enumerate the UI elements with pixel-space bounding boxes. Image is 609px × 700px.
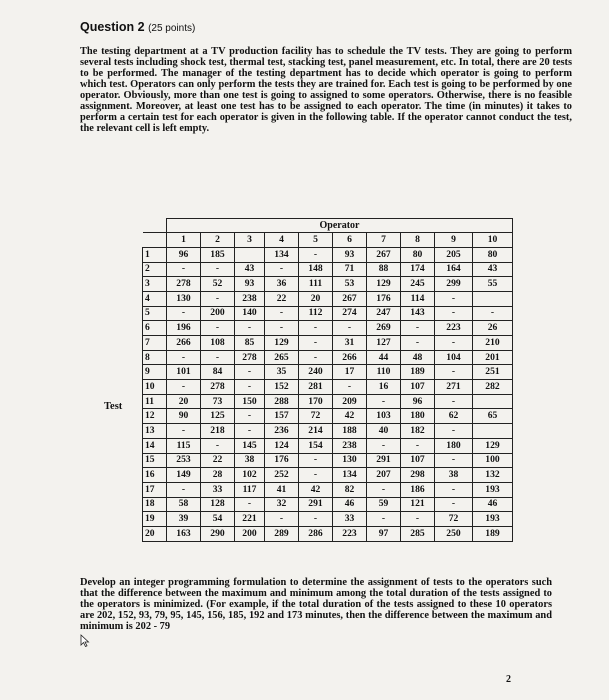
- table-cell: 223: [435, 321, 473, 336]
- table-row: [143, 247, 513, 262]
- table-cell: -: [167, 424, 201, 439]
- table-cell: 221: [235, 512, 265, 527]
- table-cell: 38: [435, 468, 473, 483]
- table-row: [143, 424, 513, 439]
- table-cell: 278: [201, 380, 235, 395]
- table-cell: 82: [333, 482, 367, 497]
- table-cell: 274: [333, 306, 367, 321]
- table-cell: 164: [435, 262, 473, 277]
- table-cell: -: [235, 409, 265, 424]
- row-number: 10: [143, 380, 167, 395]
- table-cell: -: [167, 306, 201, 321]
- table-cell: 207: [367, 468, 401, 483]
- table-cell: 282: [473, 380, 513, 395]
- table-cell: 93: [235, 277, 265, 292]
- row-number: 13: [143, 424, 167, 439]
- table-row: [143, 365, 513, 380]
- row-number: 8: [143, 350, 167, 365]
- table-cell: 100: [473, 453, 513, 468]
- table-cell: 112: [299, 306, 333, 321]
- table-row: [143, 262, 513, 277]
- table-cell: 110: [367, 365, 401, 380]
- table-cell: 132: [473, 468, 513, 483]
- table-cell: -: [167, 380, 201, 395]
- table-cell: -: [265, 306, 299, 321]
- table-row: [143, 394, 513, 409]
- table-cell: -: [401, 336, 435, 351]
- table-cell: 103: [367, 409, 401, 424]
- operator-header-row: [143, 219, 513, 233]
- table-cell: 90: [167, 409, 201, 424]
- table-cell: 163: [167, 526, 201, 541]
- table-cell: 42: [299, 482, 333, 497]
- table-cell: 39: [167, 512, 201, 527]
- table-cell: 117: [235, 482, 265, 497]
- table-cell: 58: [167, 497, 201, 512]
- table-cell: 285: [401, 526, 435, 541]
- table-cell: 36: [265, 277, 299, 292]
- table-cell: 180: [435, 438, 473, 453]
- row-number: 3: [143, 277, 167, 292]
- table-cell: 80: [473, 247, 513, 262]
- table-cell: 129: [367, 277, 401, 292]
- table-cell: 214: [299, 424, 333, 439]
- column-header: 5: [299, 233, 333, 248]
- table-cell: [473, 291, 513, 306]
- table-cell: -: [435, 424, 473, 439]
- table-cell: 43: [235, 262, 265, 277]
- column-header: 6: [333, 233, 367, 248]
- table-cell: -: [401, 321, 435, 336]
- table-cell: 143: [401, 306, 435, 321]
- table-cell: -: [299, 321, 333, 336]
- table-cell: 149: [167, 468, 201, 483]
- table-cell: 111: [299, 277, 333, 292]
- table-cell: 238: [333, 438, 367, 453]
- table-body: [143, 247, 513, 541]
- question-paragraph: The testing department at a TV production facility has to schedule the TV tests. They are going to perform several tests including shock test, thermal test, stacking test, panel measurement, etc. In total, there are 20 tests to be performed. The manager of the testing department has to decide which operator is going to perform which test. Operators can only perform the tests they are trained for. Each test is going to be performed by one operator. Obviously, more than one test is going to assigned to some operators. Otherwise, there is no feasible assignment. Moreover, at least one test has to be assigned to each operator. The time (in minutes) it takes to perform a certain test for each operator is given in the following table. If the operator cannot conduct the test, the relevant cell is left empty.: [80, 46, 572, 134]
- table-cell: 125: [201, 409, 235, 424]
- table-cell: 278: [167, 277, 201, 292]
- table-cell: 288: [265, 394, 299, 409]
- table-cell: 205: [435, 247, 473, 262]
- table-cell: 193: [473, 482, 513, 497]
- table-cell: 252: [265, 468, 299, 483]
- table-cell: 271: [435, 380, 473, 395]
- table-cell: -: [235, 321, 265, 336]
- table-cell: 54: [201, 512, 235, 527]
- table-cell: 298: [401, 468, 435, 483]
- table-cell: 32: [265, 497, 299, 512]
- row-number: 19: [143, 512, 167, 527]
- table-cell: 96: [401, 394, 435, 409]
- table-cell: 88: [367, 262, 401, 277]
- column-header: 3: [235, 233, 265, 248]
- table-cell: -: [435, 497, 473, 512]
- table-cell: 140: [235, 306, 265, 321]
- table-cell: 84: [201, 365, 235, 380]
- table-cell: 22: [201, 453, 235, 468]
- table-cell: -: [265, 262, 299, 277]
- table-cell: 97: [367, 526, 401, 541]
- row-number: 12: [143, 409, 167, 424]
- row-number: 15: [143, 453, 167, 468]
- table-row: [143, 291, 513, 306]
- table-cell: 124: [265, 438, 299, 453]
- table-cell: 96: [167, 247, 201, 262]
- table-cell: -: [299, 453, 333, 468]
- table-row: [143, 336, 513, 351]
- table-cell: 48: [401, 350, 435, 365]
- table-cell: 269: [367, 321, 401, 336]
- table-cell: 182: [401, 424, 435, 439]
- table-cell: 127: [367, 336, 401, 351]
- table-cell: 186: [401, 482, 435, 497]
- table-cell: -: [299, 468, 333, 483]
- table-cell: 278: [235, 350, 265, 365]
- table-cell: 290: [201, 526, 235, 541]
- table-cell: -: [299, 512, 333, 527]
- table-cell: 289: [265, 526, 299, 541]
- table-cell: -: [235, 497, 265, 512]
- table-cell: 62: [435, 409, 473, 424]
- cursor-icon: [80, 634, 90, 647]
- row-number: 20: [143, 526, 167, 541]
- table-cell: 200: [235, 526, 265, 541]
- table-cell: 41: [265, 482, 299, 497]
- table-cell: 20: [167, 394, 201, 409]
- table-cell: 189: [401, 365, 435, 380]
- question-title: [80, 20, 195, 34]
- table-cell: 128: [201, 497, 235, 512]
- table-cell: -: [367, 512, 401, 527]
- table-cell: 196: [167, 321, 201, 336]
- table-cell: 107: [401, 380, 435, 395]
- table-cell: -: [435, 336, 473, 351]
- table-row: [143, 512, 513, 527]
- table-cell: 176: [265, 453, 299, 468]
- table-cell: 102: [235, 468, 265, 483]
- table-cell: 26: [473, 321, 513, 336]
- table-row: [143, 409, 513, 424]
- row-number: 2: [143, 262, 167, 277]
- table-cell: -: [235, 380, 265, 395]
- column-header-row: [143, 233, 513, 248]
- corner-blank-2: [143, 233, 167, 248]
- table-cell: 152: [265, 380, 299, 395]
- column-header: 10: [473, 233, 513, 248]
- table-row: [143, 350, 513, 365]
- table-cell: 33: [201, 482, 235, 497]
- table-cell: 157: [265, 409, 299, 424]
- table-cell: 176: [367, 291, 401, 306]
- table-row: [143, 468, 513, 483]
- table-cell: 267: [367, 247, 401, 262]
- table-cell: 200: [201, 306, 235, 321]
- table-cell: -: [435, 453, 473, 468]
- table-cell: 145: [235, 438, 265, 453]
- table-cell: 134: [265, 247, 299, 262]
- table-cell: -: [367, 394, 401, 409]
- table-cell: 44: [367, 350, 401, 365]
- table-cell: -: [435, 365, 473, 380]
- table-cell: 189: [473, 526, 513, 541]
- row-number: 18: [143, 497, 167, 512]
- table-cell: 80: [401, 247, 435, 262]
- table-cell: -: [201, 291, 235, 306]
- table-cell: 267: [333, 291, 367, 306]
- corner-blank: [143, 219, 167, 233]
- table-cell: -: [333, 321, 367, 336]
- table-cell: 240: [299, 365, 333, 380]
- table-cell: 247: [367, 306, 401, 321]
- table-cell: [473, 394, 513, 409]
- table-row: [143, 482, 513, 497]
- table-cell: 72: [435, 512, 473, 527]
- table-row: [143, 380, 513, 395]
- table-cell: 201: [473, 350, 513, 365]
- column-header: 4: [265, 233, 299, 248]
- table-cell: 114: [401, 291, 435, 306]
- table-cell: 209: [333, 394, 367, 409]
- table-cell: 115: [167, 438, 201, 453]
- table-cell: -: [473, 306, 513, 321]
- column-header: 1: [167, 233, 201, 248]
- column-header: 9: [435, 233, 473, 248]
- table-cell: 193: [473, 512, 513, 527]
- task-paragraph: Develop an integer programming formulation to determine the assignment of tests to the operators such that the difference between the maximum and minimum among the total duration of the tests assigned to the operators is minimized. (For example, if the total duration of the tests assigned to these 10 operators are 202, 152, 93, 79, 95, 145, 156, 185, 192 and 173 minutes, then the difference between the maximum and minimum is 202 - 79: [80, 577, 552, 632]
- table-cell: -: [235, 424, 265, 439]
- table-cell: -: [435, 394, 473, 409]
- row-number: 7: [143, 336, 167, 351]
- table-cell: 129: [265, 336, 299, 351]
- row-number: 16: [143, 468, 167, 483]
- table-cell: 38: [235, 453, 265, 468]
- column-header: 2: [201, 233, 235, 248]
- table-cell: -: [201, 350, 235, 365]
- table-cell: -: [201, 321, 235, 336]
- table-cell: [473, 424, 513, 439]
- table-cell: 104: [435, 350, 473, 365]
- table-cell: -: [367, 438, 401, 453]
- row-number: 6: [143, 321, 167, 336]
- table-cell: -: [299, 336, 333, 351]
- table-cell: 53: [333, 277, 367, 292]
- table-cell: 170: [299, 394, 333, 409]
- table-cell: 299: [435, 277, 473, 292]
- table-row: [143, 277, 513, 292]
- table-cell: 46: [473, 497, 513, 512]
- row-number: 17: [143, 482, 167, 497]
- table-cell: 59: [367, 497, 401, 512]
- table-cell: 238: [235, 291, 265, 306]
- operator-test-table: [142, 218, 513, 542]
- table-cell: 72: [299, 409, 333, 424]
- table-cell: 52: [201, 277, 235, 292]
- table-cell: [235, 247, 265, 262]
- table-cell: 223: [333, 526, 367, 541]
- table-cell: 108: [201, 336, 235, 351]
- table-cell: 17: [333, 365, 367, 380]
- table-cell: -: [435, 291, 473, 306]
- table-cell: 134: [333, 468, 367, 483]
- test-axis-label: Test: [104, 401, 123, 412]
- table-cell: -: [401, 438, 435, 453]
- row-number: 14: [143, 438, 167, 453]
- table-cell: -: [299, 247, 333, 262]
- table-cell: -: [435, 482, 473, 497]
- table-cell: 148: [299, 262, 333, 277]
- row-number: 5: [143, 306, 167, 321]
- table-cell: -: [401, 512, 435, 527]
- table-cell: -: [167, 350, 201, 365]
- table-cell: 291: [299, 497, 333, 512]
- row-number: 9: [143, 365, 167, 380]
- table-cell: 265: [265, 350, 299, 365]
- table-cell: 71: [333, 262, 367, 277]
- table-cell: -: [299, 350, 333, 365]
- table-row: [143, 306, 513, 321]
- table-cell: 150: [235, 394, 265, 409]
- table-cell: -: [201, 262, 235, 277]
- table-cell: 286: [299, 526, 333, 541]
- table-cell: 188: [333, 424, 367, 439]
- table-cell: 245: [401, 277, 435, 292]
- table-cell: 180: [401, 409, 435, 424]
- table-cell: 174: [401, 262, 435, 277]
- table-cell: 266: [333, 350, 367, 365]
- table-cell: 33: [333, 512, 367, 527]
- table-cell: -: [201, 438, 235, 453]
- table-cell: 218: [201, 424, 235, 439]
- table-cell: -: [167, 482, 201, 497]
- table-cell: 291: [367, 453, 401, 468]
- table-cell: 28: [201, 468, 235, 483]
- column-header: 7: [367, 233, 401, 248]
- operator-header: Operator: [167, 219, 513, 233]
- table-row: [143, 438, 513, 453]
- table-cell: -: [265, 512, 299, 527]
- table-cell: -: [333, 380, 367, 395]
- table-cell: 266: [167, 336, 201, 351]
- table-cell: 35: [265, 365, 299, 380]
- table-cell: 130: [167, 291, 201, 306]
- column-header: 8: [401, 233, 435, 248]
- table-cell: -: [367, 482, 401, 497]
- table-cell: 20: [299, 291, 333, 306]
- table-cell: 236: [265, 424, 299, 439]
- table-cell: 185: [201, 247, 235, 262]
- table-cell: 85: [235, 336, 265, 351]
- table-cell: 40: [367, 424, 401, 439]
- row-number: 4: [143, 291, 167, 306]
- table-cell: -: [235, 365, 265, 380]
- row-number: 11: [143, 394, 167, 409]
- table-cell: -: [167, 262, 201, 277]
- table-cell: 43: [473, 262, 513, 277]
- table-cell: 210: [473, 336, 513, 351]
- page-number: 2: [506, 674, 511, 685]
- table-cell: 42: [333, 409, 367, 424]
- table-cell: 121: [401, 497, 435, 512]
- table-cell: 107: [401, 453, 435, 468]
- table-cell: 253: [167, 453, 201, 468]
- table-cell: 55: [473, 277, 513, 292]
- table-cell: 101: [167, 365, 201, 380]
- table-row: [143, 526, 513, 541]
- question-title-text: Question 2: [80, 20, 145, 34]
- table-cell: 46: [333, 497, 367, 512]
- table-cell: 281: [299, 380, 333, 395]
- table-cell: 16: [367, 380, 401, 395]
- table-row: [143, 497, 513, 512]
- table-cell: 130: [333, 453, 367, 468]
- table-row: [143, 321, 513, 336]
- question-points: (25 points): [148, 23, 196, 34]
- table-cell: 73: [201, 394, 235, 409]
- row-number: 1: [143, 247, 167, 262]
- table-cell: 22: [265, 291, 299, 306]
- table-cell: 31: [333, 336, 367, 351]
- table-cell: -: [435, 306, 473, 321]
- table-cell: 93: [333, 247, 367, 262]
- table-cell: 65: [473, 409, 513, 424]
- table-row: [143, 453, 513, 468]
- table-cell: 251: [473, 365, 513, 380]
- table-cell: 250: [435, 526, 473, 541]
- table-cell: 129: [473, 438, 513, 453]
- table-cell: -: [265, 321, 299, 336]
- table-cell: 154: [299, 438, 333, 453]
